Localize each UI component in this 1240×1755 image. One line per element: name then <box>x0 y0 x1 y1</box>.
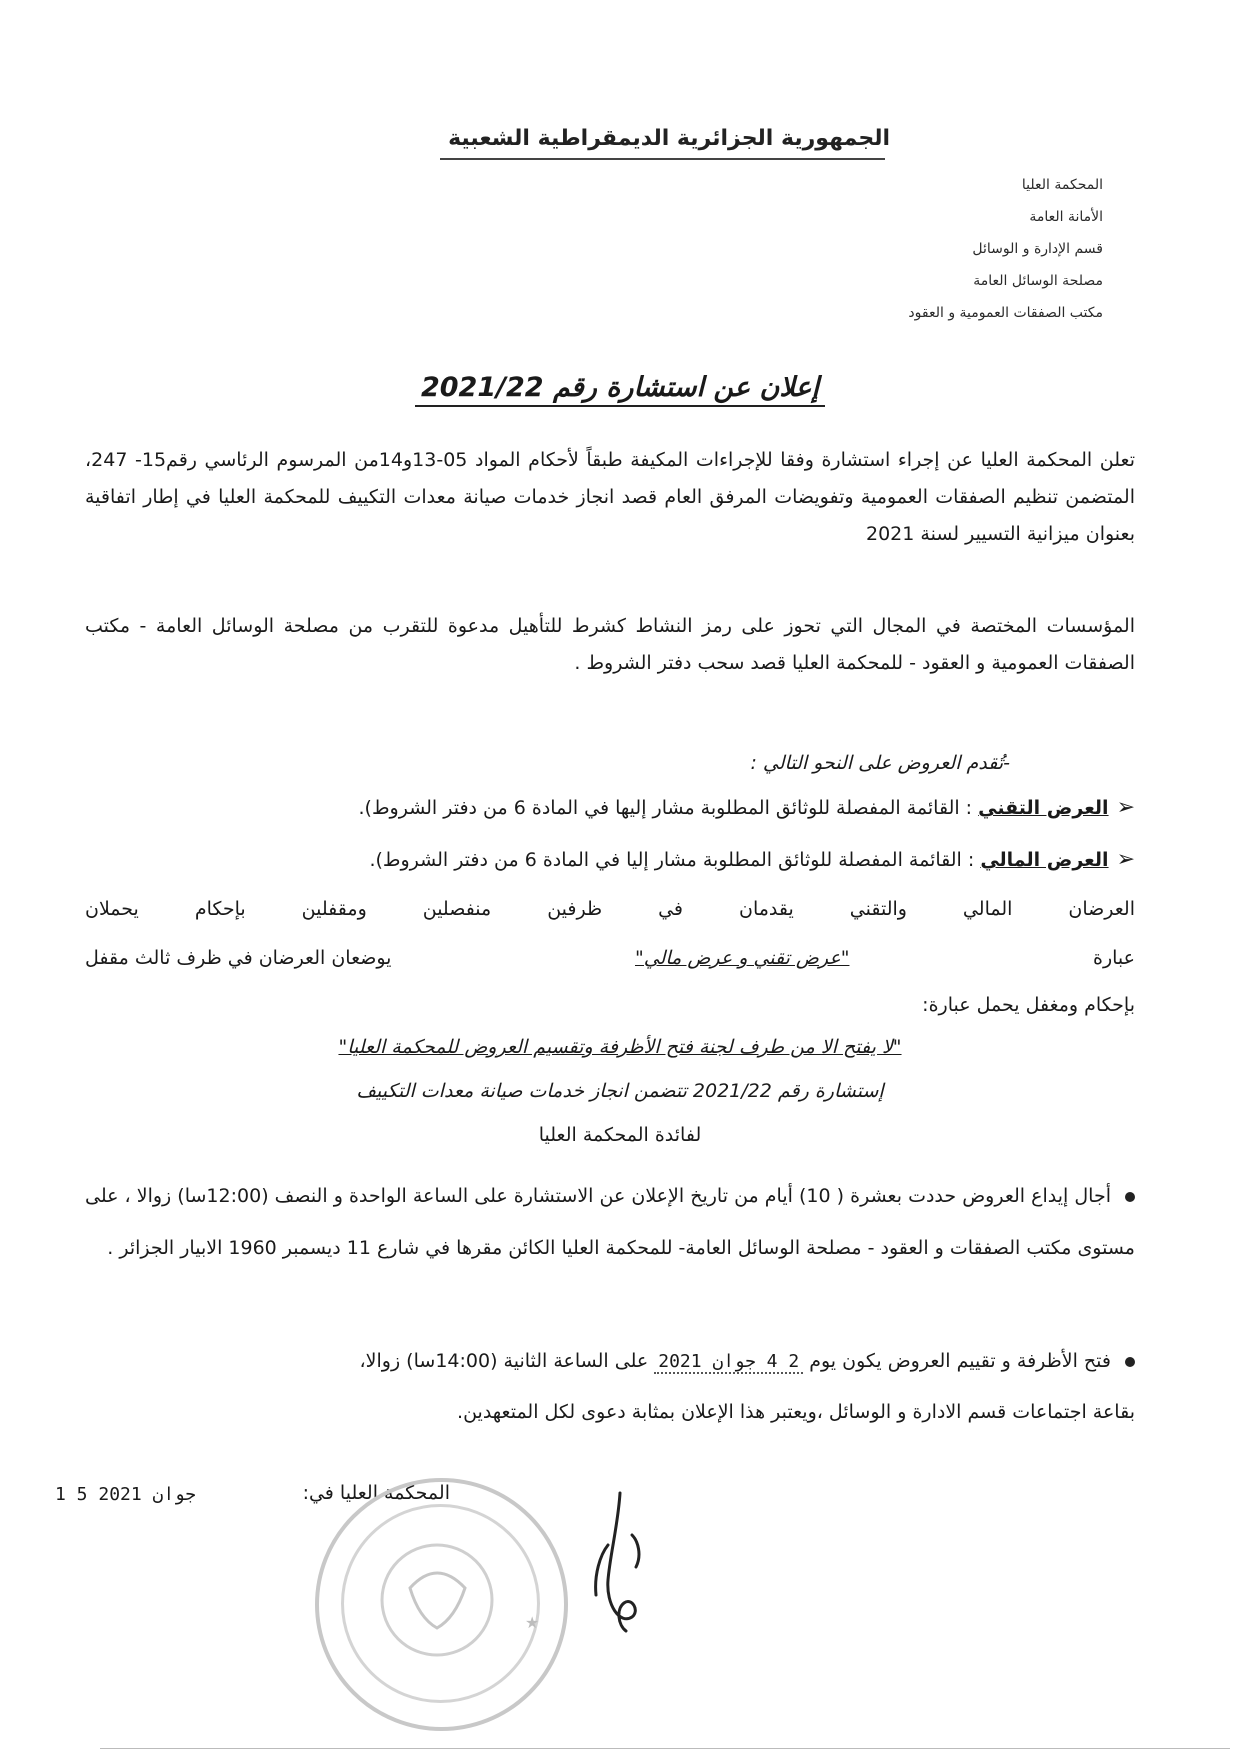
envelope-line-1: العرضان المالي والتقني يقدمان في ظرفين منفصلين ومقفلين بإحكام يحملان <box>85 898 1135 920</box>
republic-title: الجمهورية الجزائرية الديمقراطية الشعبية <box>448 126 890 151</box>
financial-offer-text: : القائمة المفصلة للوثائق المطلوبة مشار إليا في المادة 6 من دفتر الشروط). <box>369 849 975 871</box>
signature <box>580 1485 680 1635</box>
org-line-1: المحكمة العليا <box>1021 177 1103 193</box>
outer-label-line-1: "لا يفتح الا من طرف لجنة فتح الأظرفة وتقسيم العروض للمحكمة العليا" <box>338 1036 902 1058</box>
opening-text-after: على الساعة الثانية (14:00سا) زوالا، <box>359 1350 649 1372</box>
announcement-title-text: إعلان عن استشارة رقم 2021/22 <box>415 372 825 407</box>
opening-text-before: فتح الأظرفة و تقييم العروض يكون يوم <box>809 1350 1111 1372</box>
org-line-4: مصلحة الوسائل العامة <box>973 273 1103 289</box>
stamp-emblem <box>315 1478 560 1723</box>
envelope-phrase: "عرض تقني و عرض مالي" <box>635 947 850 969</box>
org-line-5: مكتب الصفقات العمومية و العقود <box>908 305 1103 321</box>
title-underline <box>440 158 885 160</box>
opening-date: 2 4 جوان 2021 <box>654 1351 803 1374</box>
offers-intro: -تُقدم العروض على النحو التالي : <box>750 752 1010 774</box>
bullet-dot-icon <box>1125 1357 1135 1367</box>
technical-offer-line <box>359 795 1135 820</box>
outer-label-line-3: لفائدة المحكمة العليا <box>538 1124 702 1146</box>
footer-date: 1 5 جوان 2021 <box>55 1484 196 1505</box>
technical-offer-label: العرض التقني <box>978 797 1109 819</box>
outer-label-line-2: إستشارة رقم 2021/22 تتضمن انجاز خدمات صيانة معدات التكييف <box>356 1080 884 1102</box>
svg-text:★: ★ <box>525 1613 540 1632</box>
intro-paragraph: تعلن المحكمة العليا عن إجراء استشارة وفقا للإجراءات المكيفة طبقاً لأحكام المواد 05-13و14من المرسوم الرئاسي رقم15- 247، المتضمن تنظيم الصفقات العمومية وتفويضات المرفق العام قصد انجاز خدمات صيانة معدات التكييف للمحكمة العليا في إطار اتفاقية بعنوان ميزانية التسيير لسنة 2021 <box>85 449 1135 545</box>
bullet-dot-icon <box>1125 1192 1135 1202</box>
financial-offer-label: العرض المالي <box>980 849 1109 871</box>
envelope-word: عبارة <box>1093 947 1135 969</box>
org-line-3: قسم الإدارة و الوسائل <box>972 241 1103 257</box>
envelope-line-2 <box>85 947 1135 969</box>
financial-offer-line <box>369 847 1135 872</box>
deposit-text: أجال إيداع العروض حددت بعشرة ( 10) أيام من تاريخ الإعلان عن الاستشارة على الساعة الواحدة و النصف (12:00سا) زوالا ، على مستوى مكتب الصفقات و العقود - مصلحة الوسائل العامة- للمحكمة العليا الكائن مقرها في شارع 11 ديسمبر 1960 الابيار الجزائر . <box>85 1185 1135 1259</box>
envelope-suffix: يوضعان العرضان في ظرف ثالث مقفل <box>85 947 392 969</box>
envelope-line-3: بإحكام ومغفل يحمل عبارة: <box>922 994 1135 1016</box>
page-bottom-rule <box>100 1748 1230 1749</box>
deposit-bullet <box>85 1170 1135 1274</box>
footer-place-label: المحكمة العليا في: <box>302 1482 450 1504</box>
official-stamp <box>315 1478 568 1731</box>
arrow-bullet-icon: ➢ <box>1116 795 1135 820</box>
announcement-title <box>0 372 1240 403</box>
technical-offer-text: : القائمة المفصلة للوثائق المطلوبة مشار إليها في المادة 6 من دفتر الشروط). <box>358 797 973 819</box>
opening-bullet <box>360 1350 1135 1374</box>
opening-line-2: بقاعة اجتماعات قسم الادارة و الوسائل ،ويعتبر هذا الإعلان بمثابة دعوى لكل المتعهدين. <box>457 1401 1135 1423</box>
arrow-bullet-icon: ➢ <box>1116 847 1135 872</box>
org-line-2: الأمانة العامة <box>1029 209 1103 225</box>
eligibility-paragraph: المؤسسات المختصة في المجال التي تحوز على رمز النشاط كشرط للتأهيل مدعوة للتقرب من مصلحة الوسائل العامة - مكتب الصفقات العمومية و العقود - للمحكمة العليا قصد سحب دفتر الشروط . <box>85 615 1135 674</box>
